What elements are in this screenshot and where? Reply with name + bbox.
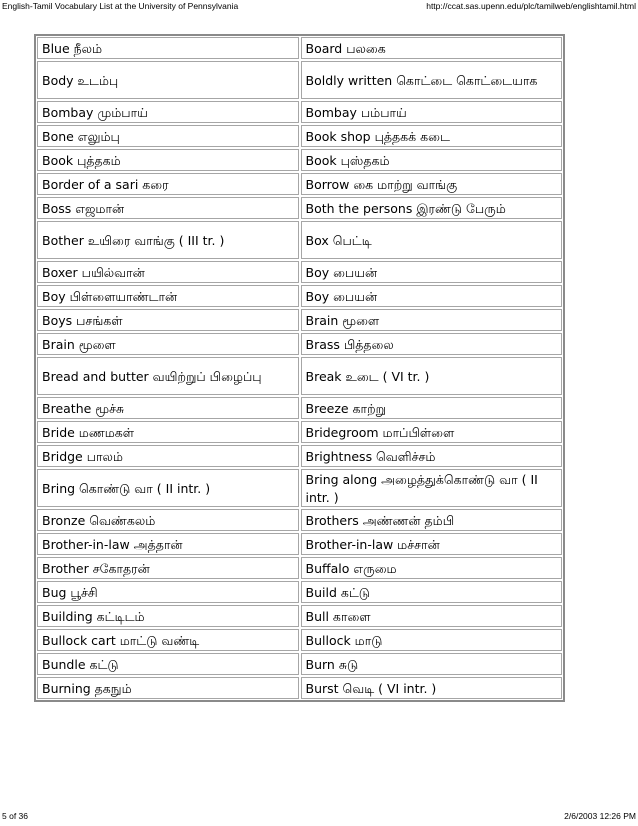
- vocab-entry-text: Borrow கை மாற்று வாங்கு: [305, 176, 458, 192]
- vocab-entry-left: [37, 445, 299, 467]
- vocab-entry-text: Boss எஜமான்: [42, 200, 125, 216]
- table-row: [36, 284, 563, 308]
- vocab-entry-left: [37, 333, 299, 355]
- vocab-entry-right: [301, 221, 563, 259]
- vocab-entry-text: Brother-in-law மச்சான்: [305, 536, 440, 552]
- vocab-entry-text: Burst வெடி ( VI intr. ): [305, 680, 437, 696]
- table-row: [36, 396, 563, 420]
- vocab-entry-text: Box பெட்டி: [305, 232, 372, 248]
- vocab-entry-text: Book shop புத்தகக் கடை: [305, 128, 450, 144]
- table-row: [36, 420, 563, 444]
- table-row: [36, 532, 563, 556]
- vocab-entry-right: [301, 557, 563, 579]
- vocab-entry-text: Breathe மூச்சு: [42, 400, 125, 416]
- vocab-entry-right: [301, 421, 563, 443]
- vocab-entry-left: [37, 197, 299, 219]
- vocab-entry-left: [37, 605, 299, 627]
- table-row: [36, 260, 563, 284]
- vocab-entry-left: [37, 533, 299, 555]
- vocab-entry-text: Brothers அண்ணன் தம்பி: [305, 512, 455, 528]
- vocab-entry-text: Bridegroom மாப்பிள்ளை: [305, 424, 455, 440]
- vocab-entry-text: Boy பிள்ளையாண்டான்: [42, 288, 178, 304]
- vocab-entry-text: Buffalo எருமை: [305, 560, 397, 576]
- table-row: [36, 580, 563, 604]
- vocab-entry-left: [37, 397, 299, 419]
- vocab-entry-text: Border of a sari கரை: [42, 176, 169, 192]
- table-row: [36, 196, 563, 220]
- vocab-entry-right: [301, 653, 563, 675]
- vocab-entry-right: [301, 469, 563, 507]
- vocab-entry-right: [301, 61, 563, 99]
- vocab-entry-left: [37, 421, 299, 443]
- vocab-entry-right: [301, 581, 563, 603]
- vocab-entry-left: [37, 629, 299, 651]
- vocab-entry-text: Bring along அழைத்துக்கொண்டு வா ( II intr. ): [305, 471, 538, 505]
- table-row: [36, 308, 563, 332]
- vocab-entry-left: [37, 509, 299, 531]
- vocab-entry-text: Burn சுடு: [305, 656, 359, 672]
- table-row: [36, 332, 563, 356]
- vocab-entry-text: Bother உயிரை வாங்கு ( III tr. ): [42, 232, 225, 248]
- vocab-entry-right: [301, 629, 563, 651]
- vocab-entry-text: Bone எலும்பு: [42, 128, 120, 144]
- vocab-entry-left: [37, 309, 299, 331]
- vocab-entry-text: Bug பூச்சி: [42, 584, 98, 600]
- vocab-entry-left: [37, 557, 299, 579]
- vocab-entry-right: [301, 149, 563, 171]
- vocab-entry-text: Bring கொண்டு வா ( II intr. ): [42, 480, 211, 496]
- vocab-entry-right: [301, 333, 563, 355]
- vocab-entry-text: Book புஸ்தகம்: [305, 152, 390, 168]
- vocab-entry-text: Bullock மாடு: [305, 632, 383, 648]
- vocab-entry-left: [37, 101, 299, 123]
- vocab-entry-text: Bread and butter வயிற்றுப் பிழைப்பு: [42, 368, 262, 384]
- vocab-entry-text: Brass பித்தலை: [305, 336, 394, 352]
- vocab-entry-left: [37, 677, 299, 699]
- table-row: [36, 36, 563, 60]
- vocab-entry-text: Bullock cart மாட்டு வண்டி: [42, 632, 200, 648]
- vocab-entry-right: [301, 445, 563, 467]
- table-row: [36, 628, 563, 652]
- vocab-entry-text: Build கட்டு: [305, 584, 370, 600]
- vocab-entry-right: [301, 397, 563, 419]
- vocab-entry-right: [301, 285, 563, 307]
- print-datetime: 2/6/2003 12:26 PM: [564, 811, 636, 821]
- vocab-entry-left: [37, 285, 299, 307]
- vocab-entry-text: Bride மணமகள்: [42, 424, 135, 440]
- table-row: [36, 60, 563, 100]
- table-row: [36, 556, 563, 580]
- vocab-entry-text: Breeze காற்று: [305, 400, 387, 416]
- vocab-entry-right: [301, 173, 563, 195]
- vocab-entry-text: Bundle கட்டு: [42, 656, 119, 672]
- page-number: 5 of 36: [2, 811, 28, 821]
- vocab-entry-left: [37, 469, 299, 507]
- table-row: [36, 444, 563, 468]
- document-title: English-Tamil Vocabulary List at the University of Pennsylvania: [2, 1, 239, 11]
- vocab-entry-text: Boys பசங்கள்: [42, 312, 123, 328]
- vocab-entry-text: Bombay பம்பாய்: [305, 104, 407, 120]
- vocab-entry-right: [301, 677, 563, 699]
- vocab-entry-right: [301, 605, 563, 627]
- vocab-entry-text: Break உடை ( VI tr. ): [305, 368, 430, 384]
- table-row: [36, 508, 563, 532]
- vocab-entry-text: Boldly written கொட்டை கொட்டையாக: [305, 72, 538, 88]
- page-header: [0, 0, 638, 14]
- table-row: [36, 100, 563, 124]
- vocab-entry-left: [37, 61, 299, 99]
- table-row: [36, 124, 563, 148]
- vocab-entry-right: [301, 533, 563, 555]
- table-row: [36, 356, 563, 396]
- table-row: [36, 172, 563, 196]
- vocab-entry-left: [37, 125, 299, 147]
- vocab-entry-text: Body உடம்பு: [42, 72, 119, 88]
- table-row: [36, 676, 563, 700]
- vocab-entry-text: Board பலகை: [305, 40, 386, 56]
- vocab-entry-left: [37, 357, 299, 395]
- table-row: [36, 652, 563, 676]
- vocab-entry-text: Brother-in-law அத்தான்: [42, 536, 183, 552]
- vocab-entry-left: [37, 261, 299, 283]
- vocab-entry-text: Blue நீலம்: [42, 40, 103, 56]
- table-row: [36, 604, 563, 628]
- vocab-entry-text: Brother சகோதரன்: [42, 560, 150, 576]
- vocab-entry-text: Brightness வெளிச்சம்: [305, 448, 436, 464]
- vocab-entry-right: [301, 197, 563, 219]
- vocab-entry-text: Book புத்தகம்: [42, 152, 121, 168]
- vocab-entry-text: Burning தகநும்: [42, 680, 132, 696]
- vocabulary-table: [34, 34, 565, 702]
- vocab-entry-text: Brain மூளை: [305, 312, 380, 328]
- table-row: [36, 220, 563, 260]
- vocab-entry-text: Bull காளை: [305, 608, 371, 624]
- vocab-entry-text: Bridge பாலம்: [42, 448, 123, 464]
- vocab-entry-text: Boxer பயில்வான்: [42, 264, 145, 280]
- vocab-entry-right: [301, 509, 563, 531]
- vocab-entry-right: [301, 101, 563, 123]
- table-row: [36, 148, 563, 172]
- vocab-entry-text: Bronze வெண்கலம்: [42, 512, 156, 528]
- vocab-entry-left: [37, 37, 299, 59]
- vocab-entry-left: [37, 149, 299, 171]
- vocab-entry-right: [301, 309, 563, 331]
- vocab-entry-left: [37, 653, 299, 675]
- vocab-entry-text: Building கட்டிடம்: [42, 608, 145, 624]
- vocab-entry-left: [37, 581, 299, 603]
- vocab-entry-right: [301, 261, 563, 283]
- vocab-entry-text: Boy பையன்: [305, 264, 378, 280]
- page-url[interactable]: http://ccat.sas.upenn.edu/plc/tamilweb/englishtamil.html: [426, 1, 636, 11]
- vocab-entry-text: Bombay மும்பாய்: [42, 104, 148, 120]
- page-footer: [0, 810, 638, 824]
- vocab-entry-right: [301, 37, 563, 59]
- vocab-entry-right: [301, 357, 563, 395]
- vocab-entry-left: [37, 221, 299, 259]
- vocab-entry-text: Boy பையன்: [305, 288, 378, 304]
- vocab-entry-left: [37, 173, 299, 195]
- vocab-entry-text: Brain மூளை: [42, 336, 116, 352]
- vocab-entry-text: Both the persons இரண்டு பேரும்: [305, 200, 506, 216]
- table-row: [36, 468, 563, 508]
- vocab-entry-right: [301, 125, 563, 147]
